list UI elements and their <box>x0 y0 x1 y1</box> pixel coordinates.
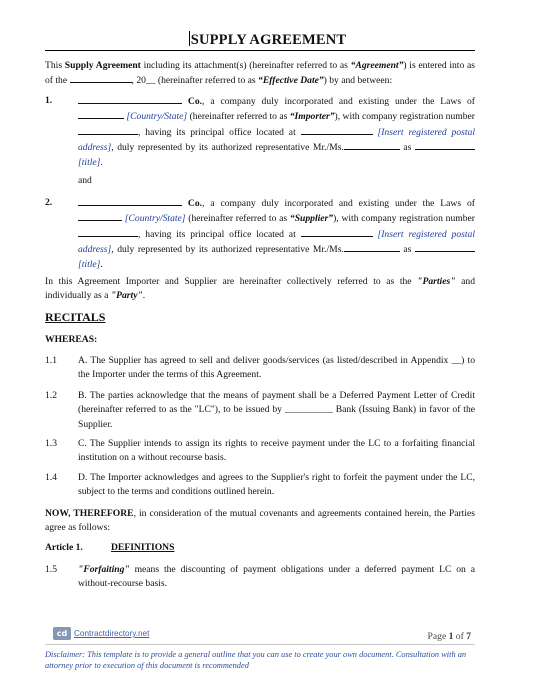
recital-number: 1.1 <box>45 355 57 366</box>
recital-number: 1.2 <box>45 390 57 401</box>
title-rule <box>45 50 475 51</box>
party2-regnum-blank[interactable] <box>78 227 138 237</box>
date-blank[interactable] <box>70 73 132 83</box>
party1-rep-blank[interactable] <box>344 140 400 150</box>
party2-name-blank[interactable] <box>78 196 182 206</box>
recital-item: A. The Supplier has agreed to sell and deliver goods/services (as listed/described in Appendix __) to the Importer under the terms of this Agreement. <box>78 355 475 381</box>
footer-rule <box>45 644 475 645</box>
party2-office-blank[interactable] <box>301 227 373 237</box>
party2-number: 2. <box>45 197 53 208</box>
recital-number: 1.3 <box>45 438 57 449</box>
disclaimer-text: Disclaimer: This template is to provide a general outline that you can use to create your own document. Consultation with an attorney prior to execution of this document is recommended <box>45 650 467 670</box>
page-number: Page 1 of 7 <box>427 631 471 642</box>
party2-rep-blank[interactable] <box>344 242 400 252</box>
logo-icon: cd <box>53 627 71 640</box>
party1-paragraph: Co., a company duly incorporated and existing under the Laws of [Country/State] (hereinafter referred to as “Importer”), with company registration number , having its principal office located at [Insert registered postal address], duly represented by its authorized representative Mr./Ms. as [title]. <box>78 96 475 168</box>
text-cursor <box>189 31 190 46</box>
party2-country-blank[interactable] <box>78 211 122 221</box>
party1-title-blank[interactable] <box>415 140 475 150</box>
logo-link[interactable]: Contractdirectory.net <box>74 629 150 638</box>
party2-paragraph: Co., a company duly incorporated and existing under the Laws of [Country/State] (hereinafter referred to as “Supplier”), with company registration number , having its principal office located at [Insert registered postal address], duly represented by its authorized representative Mr./Ms. as [title]. <box>78 198 475 270</box>
and-text: and <box>78 175 92 186</box>
footer-logo[interactable] <box>53 627 149 640</box>
document-title: SUPPLY AGREEMENT <box>190 32 347 48</box>
whereas-label: WHEREAS: <box>45 334 98 345</box>
party1-number: 1. <box>45 95 53 106</box>
parties-paragraph: In this Agreement Importer and Supplier are hereinafter collectively referred to as the "Parties" and individually as a "Party". <box>45 276 475 302</box>
recital-number: 1.4 <box>45 472 57 483</box>
article-heading: Article 1. DEFINITIONS <box>45 542 175 553</box>
recital-item: D. The Importer acknowledges and agrees to the Supplier's right to forfeit the payment under the LC, subject to the terms and conditions outlined herein. <box>78 472 475 498</box>
party2-title-blank[interactable] <box>415 242 475 252</box>
now-therefore-paragraph: NOW, THEREFORE, in consideration of the mutual covenants and agreements contained herein, the Parties agree as follows: <box>45 508 475 534</box>
definition-item: "Forfaiting" means the discounting of payment obligations under a deferred payment LC on a without-recourse basis. <box>78 564 475 590</box>
definition-number: 1.5 <box>45 564 57 575</box>
recital-item: B. The parties acknowledge that the means of payment shall be a Deferred Payment Letter of Credit (hereinafter referred to as the "LC"), to be issued by __________ Bank (Issuing Bank) in favor of the Supplier. <box>78 390 475 430</box>
intro-paragraph: This Supply Agreement including its attachment(s) (hereinafter referred to as “Agreement”) is entered into as of the , 20__ (hereinafter referred to as “Effective Date”) by and between: <box>45 60 475 87</box>
recitals-heading: RECITALS <box>45 310 106 324</box>
party1-regnum-blank[interactable] <box>78 125 138 135</box>
party1-country-blank[interactable] <box>78 109 124 119</box>
recital-item: C. The Supplier intends to assign its rights to receive payment under the LC to a forfaiting financial institution on a without recourse basis. <box>78 438 475 464</box>
party1-office-blank[interactable] <box>301 125 373 135</box>
party1-name-blank[interactable] <box>78 94 182 104</box>
